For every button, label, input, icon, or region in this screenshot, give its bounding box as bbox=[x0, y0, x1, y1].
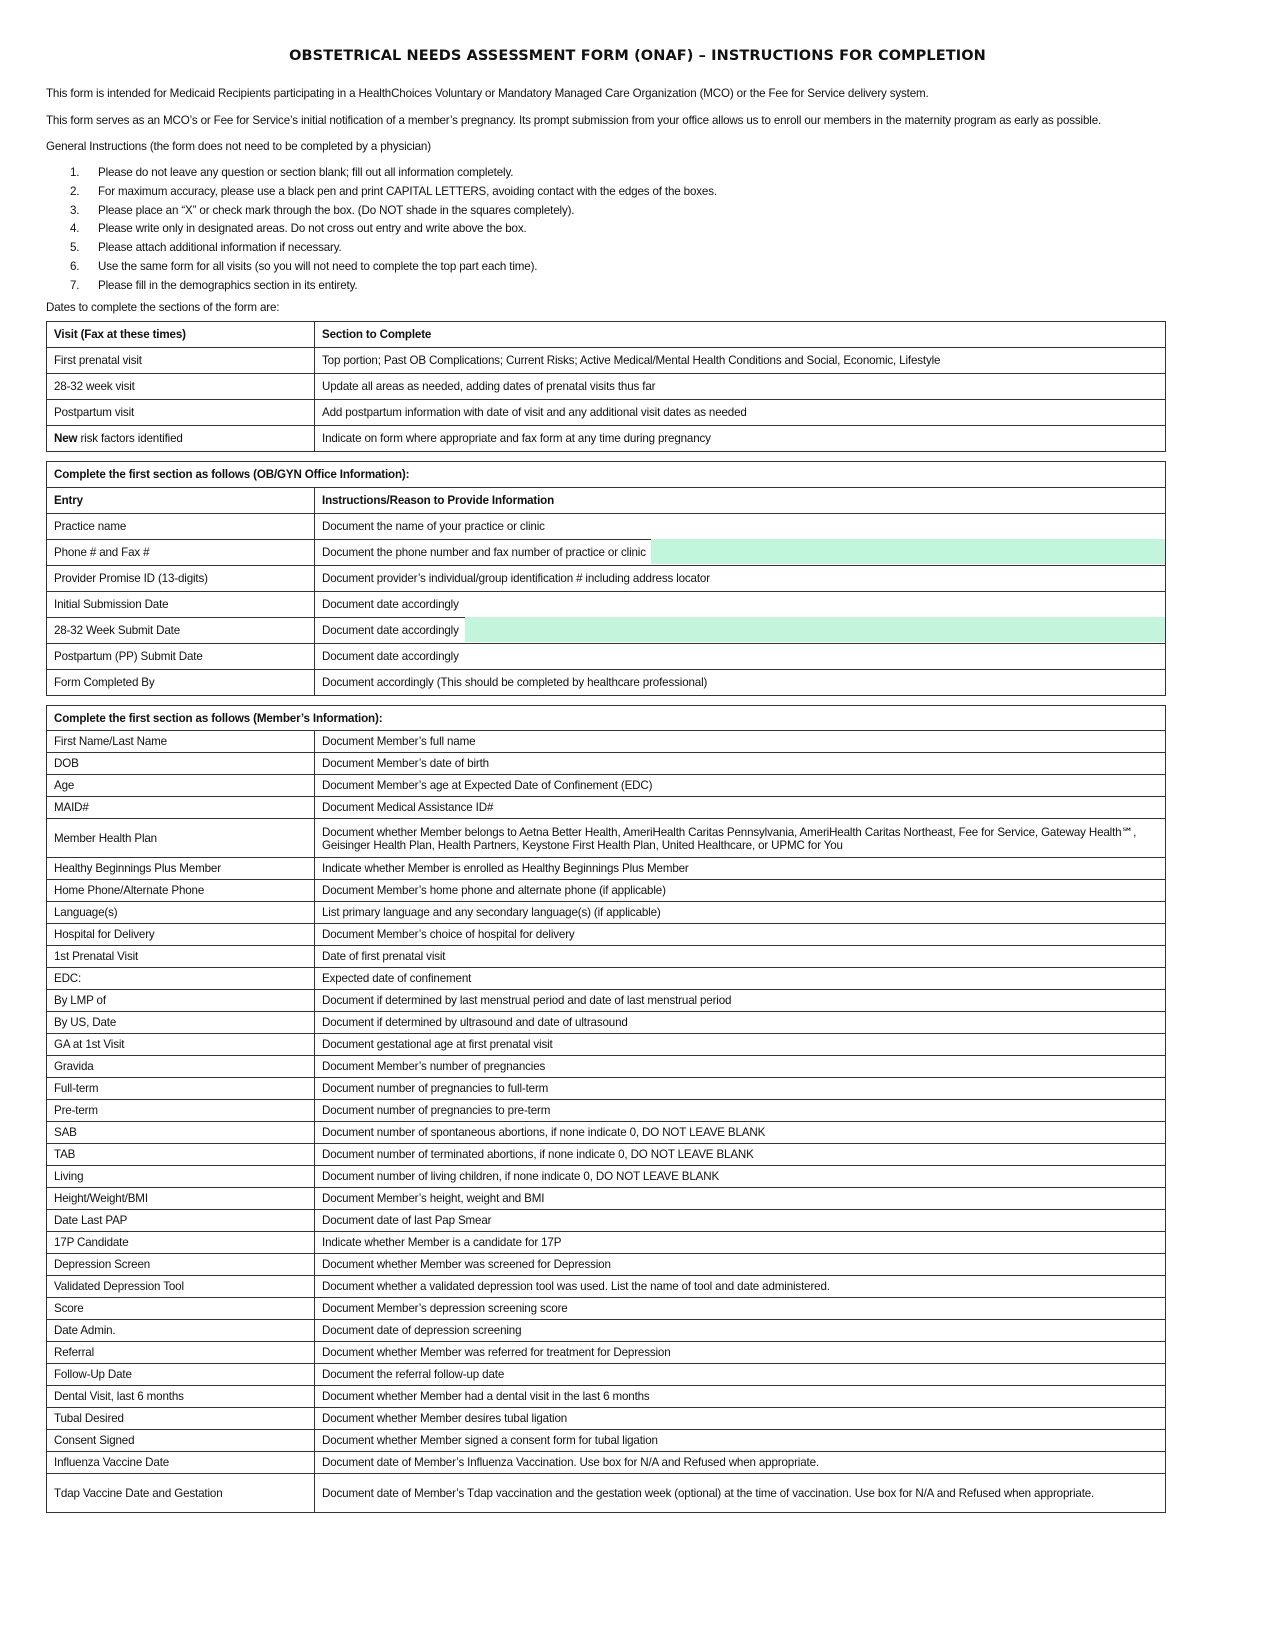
entry-cell: Language(s) bbox=[47, 902, 315, 924]
entry-cell: Pre-term bbox=[47, 1100, 315, 1122]
table-caption-row bbox=[47, 462, 1166, 488]
table-caption-row bbox=[47, 706, 1166, 731]
entry-cell: MAID# bbox=[47, 797, 315, 819]
instruction-item bbox=[46, 166, 717, 185]
instruction-cell: Date of first prenatal visit bbox=[315, 946, 1166, 968]
instruction-cell: Document whether Member was screened for Depression bbox=[315, 1254, 1166, 1276]
entry-cell: 17P Candidate bbox=[47, 1232, 315, 1254]
instruction-cell: Document Medical Assistance ID# bbox=[315, 797, 1166, 819]
entry-cell: Provider Promise ID (13-digits) bbox=[47, 566, 315, 592]
table-row bbox=[47, 819, 1166, 858]
entry-cell: Hospital for Delivery bbox=[47, 924, 315, 946]
table-row bbox=[47, 670, 1166, 696]
table-row bbox=[47, 566, 1166, 592]
table-row bbox=[47, 1342, 1166, 1364]
instruction-cell: Document number of spontaneous abortions, if none indicate 0, DO NOT LEAVE BLANK bbox=[315, 1122, 1166, 1144]
instruction-item bbox=[46, 185, 717, 204]
table-header-row bbox=[47, 488, 1166, 514]
table-row bbox=[47, 1188, 1166, 1210]
entry-cell: Referral bbox=[47, 1342, 315, 1364]
entry-cell: Age bbox=[47, 775, 315, 797]
instruction-number: 3. bbox=[70, 203, 80, 217]
entry-cell: Date Last PAP bbox=[47, 1210, 315, 1232]
instruction-cell: Document number of pregnancies to full-term bbox=[315, 1078, 1166, 1100]
entry-cell: Follow-Up Date bbox=[47, 1364, 315, 1386]
phone-fax-fill-field[interactable] bbox=[651, 539, 1165, 564]
instruction-cell: Document date accordingly bbox=[315, 644, 1166, 670]
table-row bbox=[47, 1078, 1166, 1100]
table-row bbox=[47, 1254, 1166, 1276]
office-caption: Complete the first section as follows (OB/GYN Office Information): bbox=[47, 462, 1166, 488]
instruction-cell: Top portion; Past OB Complications; Current Risks; Active Medical/Mental Health Conditions and Social, Economic, Lifestyle bbox=[315, 348, 1166, 374]
instruction-cell: Document whether a validated depression tool was used. List the name of tool and date administered. bbox=[315, 1276, 1166, 1298]
instruction-number: 7. bbox=[70, 278, 80, 292]
member-info-table bbox=[46, 705, 1166, 1513]
table-row bbox=[47, 946, 1166, 968]
entry-cell: Postpartum visit bbox=[47, 400, 315, 426]
instruction-number: 4. bbox=[70, 222, 80, 236]
header-visit: Visit (Fax at these times) bbox=[47, 322, 315, 348]
instruction-cell: Document Member’s depression screening score bbox=[315, 1298, 1166, 1320]
table-row bbox=[47, 1144, 1166, 1166]
entry-cell: Validated Depression Tool bbox=[47, 1276, 315, 1298]
entry-cell: Member Health Plan bbox=[47, 819, 315, 858]
table-row bbox=[47, 1430, 1166, 1452]
instruction-cell: Document the name of your practice or clinic bbox=[315, 514, 1166, 540]
table-row bbox=[47, 990, 1166, 1012]
table-row bbox=[47, 400, 1166, 426]
general-instructions-heading: General Instructions (the form does not need to be completed by a physician) bbox=[46, 140, 431, 153]
table-row bbox=[47, 1166, 1166, 1188]
entry-cell: Initial Submission Date bbox=[47, 592, 315, 618]
table-row bbox=[47, 1232, 1166, 1254]
instruction-cell: Document date of depression screening bbox=[315, 1320, 1166, 1342]
table-row bbox=[47, 880, 1166, 902]
entry-cell: Depression Screen bbox=[47, 1254, 315, 1276]
instruction-cell: Document date of Member’s Influenza Vaccination. Use box for N/A and Refused when appropriate. bbox=[315, 1452, 1166, 1474]
table-row bbox=[47, 1320, 1166, 1342]
table-row bbox=[47, 731, 1166, 753]
instruction-cell: Document number of terminated abortions, if none indicate 0, DO NOT LEAVE BLANK bbox=[315, 1144, 1166, 1166]
table-row bbox=[47, 514, 1166, 540]
entry-cell: Score bbox=[47, 1298, 315, 1320]
table-row bbox=[47, 775, 1166, 797]
instruction-number: 6. bbox=[70, 259, 80, 273]
instruction-cell: Document Member’s height, weight and BMI bbox=[315, 1188, 1166, 1210]
entry-cell: By US, Date bbox=[47, 1012, 315, 1034]
instruction-cell: Document whether Member was referred for treatment for Depression bbox=[315, 1342, 1166, 1364]
instruction-cell: Document Member’s age at Expected Date of Confinement (EDC) bbox=[315, 775, 1166, 797]
table-row bbox=[47, 1012, 1166, 1034]
table-row bbox=[47, 753, 1166, 775]
instruction-text: Please fill in the demographics section in its entirety. bbox=[98, 278, 358, 292]
intro-medicaid: This form is intended for Medicaid Recipients participating in a HealthChoices Voluntary or Mandatory Managed Care Organization (MCO) or the Fee for Service delivery system. bbox=[46, 87, 929, 100]
instruction-item bbox=[46, 222, 717, 241]
instruction-cell: Document whether Member belongs to Aetna Better Health, AmeriHealth Caritas Pennsylvania, AmeriHealth Caritas Northeast, Fee for Service, Gateway Health℠, Geisinger Health Plan, Health Partners, Keystone First Health Plan, United Healthcare, or UPMC for You bbox=[315, 819, 1166, 858]
entry-cell: Gravida bbox=[47, 1056, 315, 1078]
instruction-cell: Document date accordingly bbox=[315, 618, 1166, 644]
entry-cell: Dental Visit, last 6 months bbox=[47, 1386, 315, 1408]
instruction-cell: Document Member’s choice of hospital for delivery bbox=[315, 924, 1166, 946]
header-entry: Entry bbox=[47, 488, 315, 514]
instruction-cell: Document whether Member desires tubal ligation bbox=[315, 1408, 1166, 1430]
table-row bbox=[47, 902, 1166, 924]
instruction-text: Please do not leave any question or section blank; fill out all information completely. bbox=[98, 166, 514, 179]
table-row bbox=[47, 924, 1166, 946]
entry-cell: Home Phone/Alternate Phone bbox=[47, 880, 315, 902]
table-row bbox=[47, 1122, 1166, 1144]
instruction-cell: Document provider’s individual/group identification # including address locator bbox=[315, 566, 1166, 592]
instruction-cell: Document accordingly (This should be completed by healthcare professional) bbox=[315, 670, 1166, 696]
table-row bbox=[47, 797, 1166, 819]
entry-cell: 1st Prenatal Visit bbox=[47, 946, 315, 968]
instruction-list bbox=[46, 166, 717, 298]
table-row bbox=[47, 348, 1166, 374]
table-row bbox=[47, 1364, 1166, 1386]
instruction-cell: Document date of last Pap Smear bbox=[315, 1210, 1166, 1232]
instruction-cell: Update all areas as needed, adding dates of prenatal visits thus far bbox=[315, 374, 1166, 400]
table-row bbox=[47, 1452, 1166, 1474]
instruction-cell: Document the phone number and fax number of practice or clinic bbox=[315, 540, 1166, 566]
instruction-cell: Document whether Member had a dental visit in the last 6 months bbox=[315, 1386, 1166, 1408]
table-row bbox=[47, 1056, 1166, 1078]
visits-table bbox=[46, 321, 1166, 452]
entry-cell: Tdap Vaccine Date and Gestation bbox=[47, 1474, 315, 1513]
instruction-cell: Document whether Member signed a consent form for tubal ligation bbox=[315, 1430, 1166, 1452]
instruction-cell: Add postpartum information with date of visit and any additional visit dates as needed bbox=[315, 400, 1166, 426]
entry-cell: Phone # and Fax # bbox=[47, 540, 315, 566]
table-row bbox=[47, 426, 1166, 452]
entry-cell: Influenza Vaccine Date bbox=[47, 1452, 315, 1474]
entry-cell: EDC: bbox=[47, 968, 315, 990]
entry-cell: By LMP of bbox=[47, 990, 315, 1012]
instruction-cell: Indicate on form where appropriate and fax form at any time during pregnancy bbox=[315, 426, 1166, 452]
entry-cell: First Name/Last Name bbox=[47, 731, 315, 753]
entry-cell: 28-32 week visit bbox=[47, 374, 315, 400]
entry-cell: Date Admin. bbox=[47, 1320, 315, 1342]
instruction-cell: Document number of living children, if none indicate 0, DO NOT LEAVE BLANK bbox=[315, 1166, 1166, 1188]
instruction-item bbox=[46, 279, 717, 298]
table-row bbox=[47, 1386, 1166, 1408]
entry-cell bbox=[47, 426, 315, 452]
instruction-cell: Indicate whether Member is a candidate for 17P bbox=[315, 1232, 1166, 1254]
instruction-cell: Document date accordingly bbox=[315, 592, 1166, 618]
instruction-item bbox=[46, 241, 717, 260]
instruction-cell: Document Member’s number of pregnancies bbox=[315, 1056, 1166, 1078]
header-instructions: Instructions/Reason to Provide Information bbox=[315, 488, 1166, 514]
entry-cell: Full-term bbox=[47, 1078, 315, 1100]
member-caption: Complete the first section as follows (Member’s Information): bbox=[47, 706, 1166, 731]
instruction-number: 5. bbox=[70, 241, 80, 255]
table-row bbox=[47, 374, 1166, 400]
instruction-cell: Document Member’s date of birth bbox=[315, 753, 1166, 775]
table-row bbox=[47, 1100, 1166, 1122]
instruction-item bbox=[46, 260, 717, 279]
table-row bbox=[47, 968, 1166, 990]
instruction-cell: Document the referral follow-up date bbox=[315, 1364, 1166, 1386]
entry-cell: SAB bbox=[47, 1122, 315, 1144]
instruction-cell: Document number of pregnancies to pre-term bbox=[315, 1100, 1166, 1122]
table-row bbox=[47, 644, 1166, 670]
entry-text: risk factors identified bbox=[77, 432, 183, 445]
instruction-item bbox=[46, 204, 717, 223]
entry-cell: TAB bbox=[47, 1144, 315, 1166]
table-row bbox=[47, 1408, 1166, 1430]
entry-cell: 28-32 Week Submit Date bbox=[47, 618, 315, 644]
table-row bbox=[47, 858, 1166, 880]
entry-cell: GA at 1st Visit bbox=[47, 1034, 315, 1056]
entry-cell: Form Completed By bbox=[47, 670, 315, 696]
table-row bbox=[47, 1474, 1166, 1513]
table-row bbox=[47, 592, 1166, 618]
table-row bbox=[47, 1034, 1166, 1056]
instruction-cell: Expected date of confinement bbox=[315, 968, 1166, 990]
instruction-cell: Document date of Member’s Tdap vaccination and the gestation week (optional) at the time of vaccination. Use box for N/A and Refused when appropriate. bbox=[315, 1474, 1166, 1513]
instruction-number: 2. bbox=[70, 184, 80, 198]
entry-cell: DOB bbox=[47, 753, 315, 775]
entry-cell: Height/Weight/BMI bbox=[47, 1188, 315, 1210]
instruction-cell: Document if determined by ultrasound and date of ultrasound bbox=[315, 1012, 1166, 1034]
instruction-text: Please write only in designated areas. Do not cross out entry and write above the box. bbox=[98, 222, 527, 236]
instruction-cell: List primary language and any secondary language(s) (if applicable) bbox=[315, 902, 1166, 924]
week-submit-fill-field[interactable] bbox=[465, 617, 1165, 642]
dates-intro: Dates to complete the sections of the form are: bbox=[46, 301, 280, 314]
entry-cell: Practice name bbox=[47, 514, 315, 540]
entry-cell: Healthy Beginnings Plus Member bbox=[47, 858, 315, 880]
entry-cell: First prenatal visit bbox=[47, 348, 315, 374]
instruction-text: Please attach additional information if necessary. bbox=[98, 241, 342, 255]
table-row bbox=[47, 1276, 1166, 1298]
entry-cell: Tubal Desired bbox=[47, 1408, 315, 1430]
instruction-text: For maximum accuracy, please use a black pen and print CAPITAL LETTERS, avoiding contact with the edges of the boxes. bbox=[98, 184, 717, 198]
instruction-number: 1. bbox=[70, 166, 80, 179]
new-label: New bbox=[54, 432, 78, 445]
instruction-cell: Document gestational age at first prenatal visit bbox=[315, 1034, 1166, 1056]
table-row bbox=[47, 1210, 1166, 1232]
header-section: Section to Complete bbox=[315, 322, 1166, 348]
office-info-table bbox=[46, 461, 1166, 696]
instruction-cell: Document Member’s full name bbox=[315, 731, 1166, 753]
entry-cell: Postpartum (PP) Submit Date bbox=[47, 644, 315, 670]
instruction-cell: Indicate whether Member is enrolled as Healthy Beginnings Plus Member bbox=[315, 858, 1166, 880]
instruction-cell: Document if determined by last menstrual period and date of last menstrual period bbox=[315, 990, 1166, 1012]
entry-cell: Living bbox=[47, 1166, 315, 1188]
instruction-text: Use the same form for all visits (so you will not need to complete the top part each time). bbox=[98, 259, 538, 273]
instruction-cell: Document Member’s home phone and alternate phone (if applicable) bbox=[315, 880, 1166, 902]
instruction-text: Please place an “X” or check mark through the box. (Do NOT shade in the squares completely). bbox=[98, 203, 575, 217]
table-header-row bbox=[47, 322, 1166, 348]
intro-notification: This form serves as an MCO’s or Fee for Service’s initial notification of a member’s pregnancy. Its prompt submission from your office allows us to enroll our members in the maternity program as early as possible. bbox=[46, 114, 1102, 127]
entry-cell: Consent Signed bbox=[47, 1430, 315, 1452]
page-title: OBSTETRICAL NEEDS ASSESSMENT FORM (ONAF) – INSTRUCTIONS FOR COMPLETION bbox=[289, 48, 986, 64]
table-row bbox=[47, 1298, 1166, 1320]
